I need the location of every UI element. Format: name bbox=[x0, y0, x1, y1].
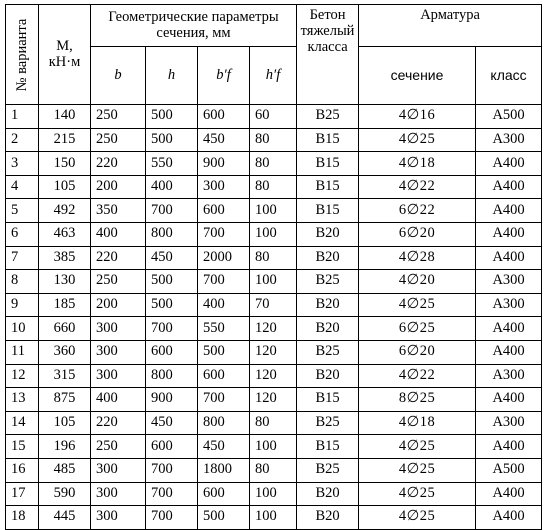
variant-number-cell: 17 bbox=[6, 482, 39, 506]
table-row bbox=[6, 152, 542, 176]
bf-cell: 500 bbox=[198, 340, 250, 364]
moment-cell: 185 bbox=[39, 293, 91, 317]
h-cell: 600 bbox=[146, 340, 198, 364]
b-cell: 220 bbox=[91, 152, 146, 176]
hf-cell: 120 bbox=[250, 364, 297, 388]
table-row bbox=[6, 411, 542, 435]
hf-cell: 80 bbox=[250, 246, 297, 270]
reinforcement-class-cell: A500 bbox=[476, 458, 542, 482]
section-cell: 4∅22 bbox=[359, 364, 476, 388]
section-cell: 4∅22 bbox=[359, 175, 476, 199]
moment-cell: 196 bbox=[39, 435, 91, 459]
variant-number-label: № варианта bbox=[13, 18, 30, 91]
hf-cell: 80 bbox=[250, 458, 297, 482]
concrete-label-1: Бетон bbox=[309, 7, 346, 23]
hf-cell: 60 bbox=[250, 105, 297, 129]
concrete-class-cell: B20 bbox=[297, 293, 359, 317]
variant-number-cell: 6 bbox=[6, 222, 39, 246]
table-row bbox=[6, 199, 542, 223]
table-row bbox=[6, 246, 542, 270]
h-cell: 500 bbox=[146, 105, 198, 129]
variant-number-cell: 2 bbox=[6, 128, 39, 152]
moment-cell: 150 bbox=[39, 152, 91, 176]
table-row bbox=[6, 270, 542, 294]
variant-number-cell: 14 bbox=[6, 411, 39, 435]
table-row bbox=[6, 458, 542, 482]
b-cell: 250 bbox=[91, 105, 146, 129]
h-cell: 700 bbox=[146, 458, 198, 482]
section-cell: 8∅25 bbox=[359, 388, 476, 412]
moment-cell: 463 bbox=[39, 222, 91, 246]
table-row bbox=[6, 388, 542, 412]
h-cell: 550 bbox=[146, 152, 198, 176]
reinforcement-class-cell: A400 bbox=[476, 222, 542, 246]
b-cell: 250 bbox=[91, 270, 146, 294]
bf-cell: 900 bbox=[198, 152, 250, 176]
bf-cell: 400 bbox=[198, 293, 250, 317]
section-cell: 4∅25 bbox=[359, 458, 476, 482]
bf-cell: 500 bbox=[198, 506, 250, 530]
reinforcement-class-cell: A400 bbox=[476, 152, 542, 176]
moment-cell: 140 bbox=[39, 105, 91, 129]
bf-cell: 450 bbox=[198, 435, 250, 459]
h-cell: 900 bbox=[146, 388, 198, 412]
table-body bbox=[6, 105, 542, 530]
section-cell: 4∅25 bbox=[359, 506, 476, 530]
reinforcement-class-cell: A400 bbox=[476, 199, 542, 223]
reinforcement-class-cell: A400 bbox=[476, 246, 542, 270]
bf-cell: 550 bbox=[198, 317, 250, 341]
section-cell: 6∅20 bbox=[359, 340, 476, 364]
table-row bbox=[6, 435, 542, 459]
moment-cell: 315 bbox=[39, 364, 91, 388]
reinforcement-class-cell: A300 bbox=[476, 128, 542, 152]
b-cell: 220 bbox=[91, 411, 146, 435]
bf-cell: 600 bbox=[198, 105, 250, 129]
reinforcement-class-cell: A300 bbox=[476, 364, 542, 388]
moment-cell: 492 bbox=[39, 199, 91, 223]
b-header: b bbox=[91, 47, 146, 105]
concrete-header bbox=[297, 5, 359, 105]
section-cell: 4∅16 bbox=[359, 105, 476, 129]
variant-number-cell: 18 bbox=[6, 506, 39, 530]
h-cell: 400 bbox=[146, 175, 198, 199]
moment-cell: 590 bbox=[39, 482, 91, 506]
concrete-class-cell: B15 bbox=[297, 199, 359, 223]
reinforcement-class-cell: A400 bbox=[476, 388, 542, 412]
moment-unit: кН·м bbox=[48, 53, 81, 70]
variants-table-container bbox=[5, 4, 542, 530]
variant-number-cell: 1 bbox=[6, 105, 39, 129]
b-cell: 220 bbox=[91, 246, 146, 270]
variant-number-header bbox=[6, 5, 39, 105]
b-cell: 200 bbox=[91, 175, 146, 199]
reinforcement-class-cell: A400 bbox=[476, 317, 542, 341]
section-cell: 4∅18 bbox=[359, 411, 476, 435]
concrete-class-cell: B20 bbox=[297, 246, 359, 270]
reinforcement-class-cell: A400 bbox=[476, 435, 542, 459]
b-cell: 250 bbox=[91, 435, 146, 459]
concrete-class-cell: B25 bbox=[297, 340, 359, 364]
reinforcement-header bbox=[359, 5, 542, 47]
table-row bbox=[6, 340, 542, 364]
b-cell: 400 bbox=[91, 222, 146, 246]
hf-cell: 80 bbox=[250, 175, 297, 199]
reinforcement-class-cell: A300 bbox=[476, 411, 542, 435]
b-cell: 250 bbox=[91, 128, 146, 152]
hf-cell: 100 bbox=[250, 199, 297, 223]
concrete-label-3: класса bbox=[307, 38, 348, 55]
reinforcement-class-cell: A400 bbox=[476, 482, 542, 506]
variant-number-cell: 7 bbox=[6, 246, 39, 270]
bf-cell: 800 bbox=[198, 411, 250, 435]
table-row bbox=[6, 222, 542, 246]
bf-cell: 450 bbox=[198, 128, 250, 152]
hf-cell: 100 bbox=[250, 270, 297, 294]
table-row bbox=[6, 105, 542, 129]
variant-number-cell: 9 bbox=[6, 293, 39, 317]
moment-cell: 105 bbox=[39, 411, 91, 435]
b-cell: 300 bbox=[91, 482, 146, 506]
moment-cell: 485 bbox=[39, 458, 91, 482]
bf-cell: 600 bbox=[198, 364, 250, 388]
h-cell: 600 bbox=[146, 435, 198, 459]
class-header: класс bbox=[476, 47, 542, 105]
moment-cell: 105 bbox=[39, 175, 91, 199]
moment-cell: 130 bbox=[39, 270, 91, 294]
bf-cell: 2000 bbox=[198, 246, 250, 270]
moment-cell: 660 bbox=[39, 317, 91, 341]
b-cell: 400 bbox=[91, 388, 146, 412]
table-row bbox=[6, 506, 542, 530]
variant-number-cell: 15 bbox=[6, 435, 39, 459]
hf-header: h′f bbox=[250, 47, 297, 105]
concrete-class-cell: B15 bbox=[297, 152, 359, 176]
section-cell: 4∅25 bbox=[359, 128, 476, 152]
table-row bbox=[6, 317, 542, 341]
table-row bbox=[6, 175, 542, 199]
moment-cell: 875 bbox=[39, 388, 91, 412]
hf-cell: 70 bbox=[250, 293, 297, 317]
hf-cell: 100 bbox=[250, 435, 297, 459]
b-cell: 300 bbox=[91, 458, 146, 482]
h-cell: 500 bbox=[146, 128, 198, 152]
concrete-class-cell: B25 bbox=[297, 105, 359, 129]
moment-cell: 215 bbox=[39, 128, 91, 152]
variant-number-cell: 10 bbox=[6, 317, 39, 341]
concrete-class-cell: B20 bbox=[297, 317, 359, 341]
h-cell: 700 bbox=[146, 482, 198, 506]
b-cell: 300 bbox=[91, 364, 146, 388]
concrete-class-cell: B20 bbox=[297, 364, 359, 388]
variant-number-cell: 3 bbox=[6, 152, 39, 176]
bf-cell: 700 bbox=[198, 222, 250, 246]
bf-cell: 1800 bbox=[198, 458, 250, 482]
hf-cell: 120 bbox=[250, 317, 297, 341]
h-cell: 800 bbox=[146, 364, 198, 388]
variant-number-cell: 13 bbox=[6, 388, 39, 412]
section-cell: 6∅20 bbox=[359, 222, 476, 246]
concrete-class-cell: B15 bbox=[297, 388, 359, 412]
section-cell: 6∅25 bbox=[359, 317, 476, 341]
reinforcement-class-cell: A400 bbox=[476, 340, 542, 364]
concrete-class-cell: B15 bbox=[297, 128, 359, 152]
table-row bbox=[6, 293, 542, 317]
concrete-class-cell: B15 bbox=[297, 435, 359, 459]
h-cell: 500 bbox=[146, 270, 198, 294]
reinforcement-class-cell: A300 bbox=[476, 270, 542, 294]
bf-header: b′f bbox=[198, 47, 250, 105]
reinforcement-label: Арматура bbox=[420, 7, 480, 23]
hf-cell: 80 bbox=[250, 411, 297, 435]
variant-number-cell: 5 bbox=[6, 199, 39, 223]
hf-cell: 80 bbox=[250, 128, 297, 152]
reinforcement-class-cell: A400 bbox=[476, 175, 542, 199]
concrete-class-cell: B15 bbox=[297, 175, 359, 199]
h-cell: 700 bbox=[146, 317, 198, 341]
bf-cell: 600 bbox=[198, 482, 250, 506]
h-cell: 700 bbox=[146, 506, 198, 530]
b-cell: 300 bbox=[91, 317, 146, 341]
geometry-header bbox=[91, 5, 297, 47]
hf-cell: 100 bbox=[250, 482, 297, 506]
hf-cell: 120 bbox=[250, 340, 297, 364]
table-row bbox=[6, 128, 542, 152]
concrete-class-cell: B20 bbox=[297, 482, 359, 506]
table-row bbox=[6, 364, 542, 388]
bf-cell: 700 bbox=[198, 270, 250, 294]
reinforcement-class-cell: A500 bbox=[476, 105, 542, 129]
hf-cell: 80 bbox=[250, 152, 297, 176]
concrete-class-cell: B25 bbox=[297, 411, 359, 435]
geometry-label: Геометрические параметры сечения, мм bbox=[108, 8, 279, 41]
table-row bbox=[6, 482, 542, 506]
variant-number-cell: 16 bbox=[6, 458, 39, 482]
variant-number-cell: 12 bbox=[6, 364, 39, 388]
h-header: h bbox=[146, 47, 198, 105]
moment-cell: 445 bbox=[39, 506, 91, 530]
h-cell: 500 bbox=[146, 293, 198, 317]
h-cell: 450 bbox=[146, 246, 198, 270]
section-cell: 4∅28 bbox=[359, 246, 476, 270]
concrete-class-cell: B25 bbox=[297, 270, 359, 294]
section-cell: 6∅22 bbox=[359, 199, 476, 223]
b-cell: 200 bbox=[91, 293, 146, 317]
variant-number-cell: 8 bbox=[6, 270, 39, 294]
section-cell: 4∅20 bbox=[359, 270, 476, 294]
bf-cell: 600 bbox=[198, 199, 250, 223]
reinforcement-class-cell: A300 bbox=[476, 293, 542, 317]
section-cell: 4∅25 bbox=[359, 435, 476, 459]
hf-cell: 100 bbox=[250, 506, 297, 530]
moment-header bbox=[39, 5, 91, 105]
hf-cell: 120 bbox=[250, 388, 297, 412]
section-cell: 4∅18 bbox=[359, 152, 476, 176]
b-cell: 350 bbox=[91, 199, 146, 223]
bf-cell: 700 bbox=[198, 388, 250, 412]
h-cell: 450 bbox=[146, 411, 198, 435]
b-cell: 300 bbox=[91, 340, 146, 364]
b-cell: 300 bbox=[91, 506, 146, 530]
moment-label: M, bbox=[56, 37, 73, 54]
concrete-class-cell: B25 bbox=[297, 458, 359, 482]
moment-cell: 385 bbox=[39, 246, 91, 270]
hf-cell: 100 bbox=[250, 222, 297, 246]
concrete-label-2: тяжелый bbox=[300, 22, 355, 39]
section-cell: 4∅25 bbox=[359, 482, 476, 506]
concrete-class-cell: B20 bbox=[297, 222, 359, 246]
variant-number-cell: 4 bbox=[6, 175, 39, 199]
reinforcement-class-cell: A400 bbox=[476, 506, 542, 530]
variants-table bbox=[5, 4, 542, 530]
section-cell: 4∅25 bbox=[359, 293, 476, 317]
variant-number-cell: 11 bbox=[6, 340, 39, 364]
h-cell: 800 bbox=[146, 222, 198, 246]
section-header: сечение bbox=[359, 47, 476, 105]
bf-cell: 300 bbox=[198, 175, 250, 199]
moment-cell: 360 bbox=[39, 340, 91, 364]
concrete-class-cell: B20 bbox=[297, 506, 359, 530]
h-cell: 700 bbox=[146, 199, 198, 223]
